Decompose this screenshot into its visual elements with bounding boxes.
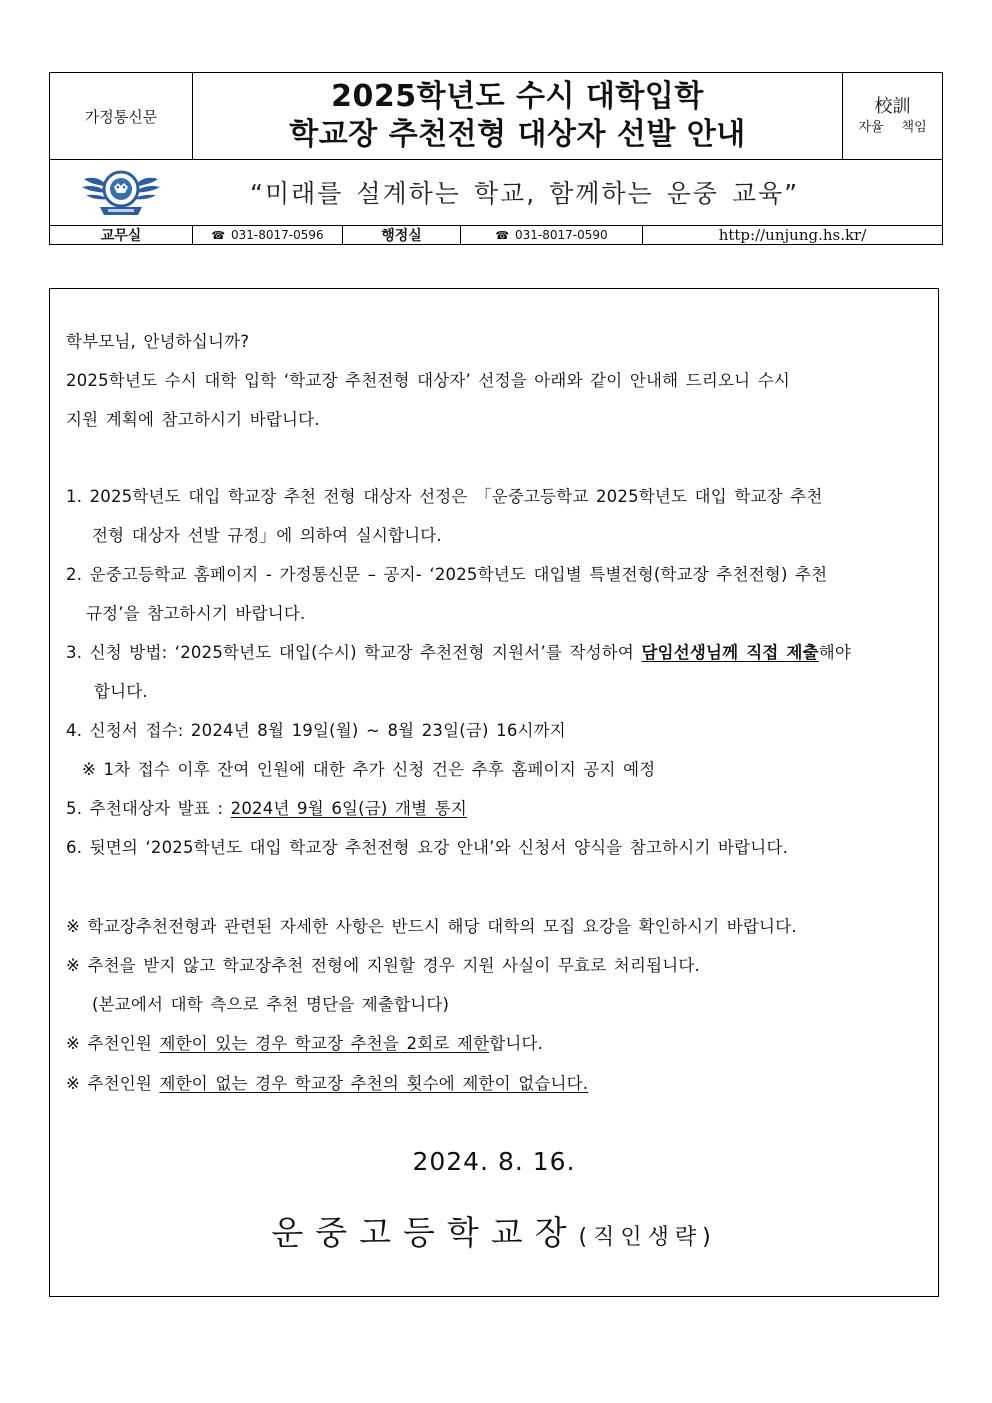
school-emblem-icon bbox=[78, 165, 164, 219]
note-3-text-end: 합니다. bbox=[489, 1034, 544, 1053]
note-3-emphasis: 제한이 있는 경우 학교장 추천을 2회로 제한 bbox=[159, 1034, 490, 1053]
item-1-line-1: 1. 2025학년도 대입 학교장 추천 전형 대상자 선정은 「운중고등학교 2025학년도 대입 학교장 추천 bbox=[66, 487, 823, 506]
note-1: ※ 학교장추천전형과 관련된 자세한 사항은 반드시 해당 대학의 모집 요강을 확인하시기 바랍니다. bbox=[66, 917, 797, 936]
phone-number: 031-8017-0596 bbox=[231, 228, 324, 242]
note-3-text: ※ 추천인원 bbox=[66, 1034, 160, 1053]
intro-line-1: 2025학년도 수시 대학 입학 ‘학교장 추천전형 대상자’ 선정을 아래와 같이 안내해 드리오니 수시 bbox=[66, 371, 791, 390]
item-3-text-end: 해야 bbox=[818, 643, 852, 662]
item-3-line-1 bbox=[66, 639, 851, 663]
greeting: 학부모님, 안녕하십니까? bbox=[66, 332, 250, 351]
item-3-text: 3. 신청 방법: ‘2025학년도 대입(수시) 학교장 추천전형 지원서’를 작성하여 bbox=[66, 643, 642, 662]
school-motto bbox=[843, 73, 942, 159]
item-4-note: ※ 1차 접수 이후 잔여 인원에 대한 추가 신청 건은 추후 홈페이지 공지 예정 bbox=[82, 760, 656, 779]
note-4 bbox=[66, 1070, 588, 1094]
intro-line-2: 지원 계획에 참고하시기 바랍니다. bbox=[66, 410, 320, 429]
item-5-emphasis: 2024년 9월 6일(금) 개별 통지 bbox=[230, 799, 468, 818]
letter-body bbox=[49, 288, 939, 1297]
title-line-1: 2025학년도 수시 대학입학 bbox=[331, 79, 704, 114]
note-2-line-1: ※ 추천을 받지 않고 학교장추천 전형에 지원할 경우 지원 사실이 무효로 처리됩니다. bbox=[66, 956, 700, 975]
item-2-line-2: 규정’을 참고하시기 바랍니다. bbox=[86, 604, 306, 623]
note-3 bbox=[66, 1030, 543, 1054]
contact-row bbox=[50, 225, 942, 245]
admin-office-phone bbox=[461, 225, 643, 245]
header-slogan-row bbox=[50, 159, 942, 226]
motto-words: 자율 책임 bbox=[858, 120, 927, 135]
item-5-text: 5. 추천대상자 발표 : bbox=[66, 799, 231, 818]
phone-number: 031-8017-0590 bbox=[515, 228, 608, 242]
item-4: 4. 신청서 접수: 2024년 8월 19일(월) ~ 8월 23일(금) 16시까지 bbox=[66, 721, 566, 740]
academic-office-label: 교무실 bbox=[50, 225, 193, 245]
letter-header bbox=[49, 72, 943, 245]
item-5 bbox=[66, 795, 467, 819]
phone-icon: ☎ bbox=[495, 228, 510, 242]
admin-office-label: 행정실 bbox=[343, 225, 461, 245]
note-4-text: ※ 추천인원 bbox=[66, 1074, 160, 1093]
item-3-line-2: 합니다. bbox=[94, 682, 148, 701]
document-title bbox=[193, 73, 843, 159]
issue-date: 2024. 8. 16. bbox=[412, 1147, 576, 1176]
header-title-row bbox=[50, 73, 942, 160]
seal-omitted-note: (직인생략) bbox=[578, 1225, 717, 1250]
school-slogan: “미래를 설계하는 학교, 함께하는 운중 교육” bbox=[250, 179, 800, 208]
item-3-emphasis: 담임선생님께 직접 제출 bbox=[641, 643, 819, 662]
motto-title: 校訓 bbox=[874, 96, 911, 117]
note-4-emphasis: 제한이 없는 경우 학교장 추천의 횟수에 제한이 없습니다. bbox=[159, 1074, 589, 1093]
signer-name: 운중고등학교장 bbox=[271, 1213, 579, 1252]
title-line-2: 학교장 추천전형 대상자 선발 안내 bbox=[289, 117, 746, 152]
item-1-line-2: 전형 대상자 선발 규정」에 의하여 실시합니다. bbox=[92, 526, 442, 545]
item-2-line-1: 2. 운중고등학교 홈페이지 - 가정통신문 – 공지- ‘2025학년도 대입별 특별전형(학교장 추천전형) 추천 bbox=[66, 565, 828, 584]
item-6: 6. 뒷면의 ‘2025학년도 대입 학교장 추천전형 요강 안내’와 신청서 양식을 참고하시기 바랍니다. bbox=[66, 838, 789, 857]
signature-line bbox=[50, 1207, 938, 1254]
letter-type-label: 가정통신문 bbox=[50, 73, 193, 159]
school-website-link[interactable]: http://unjung.hs.kr/ bbox=[718, 226, 867, 244]
phone-icon: ☎ bbox=[211, 228, 226, 242]
academic-office-phone bbox=[193, 225, 343, 245]
note-2-line-2: (본교에서 대학 측으로 추천 명단을 제출합니다) bbox=[92, 995, 450, 1014]
